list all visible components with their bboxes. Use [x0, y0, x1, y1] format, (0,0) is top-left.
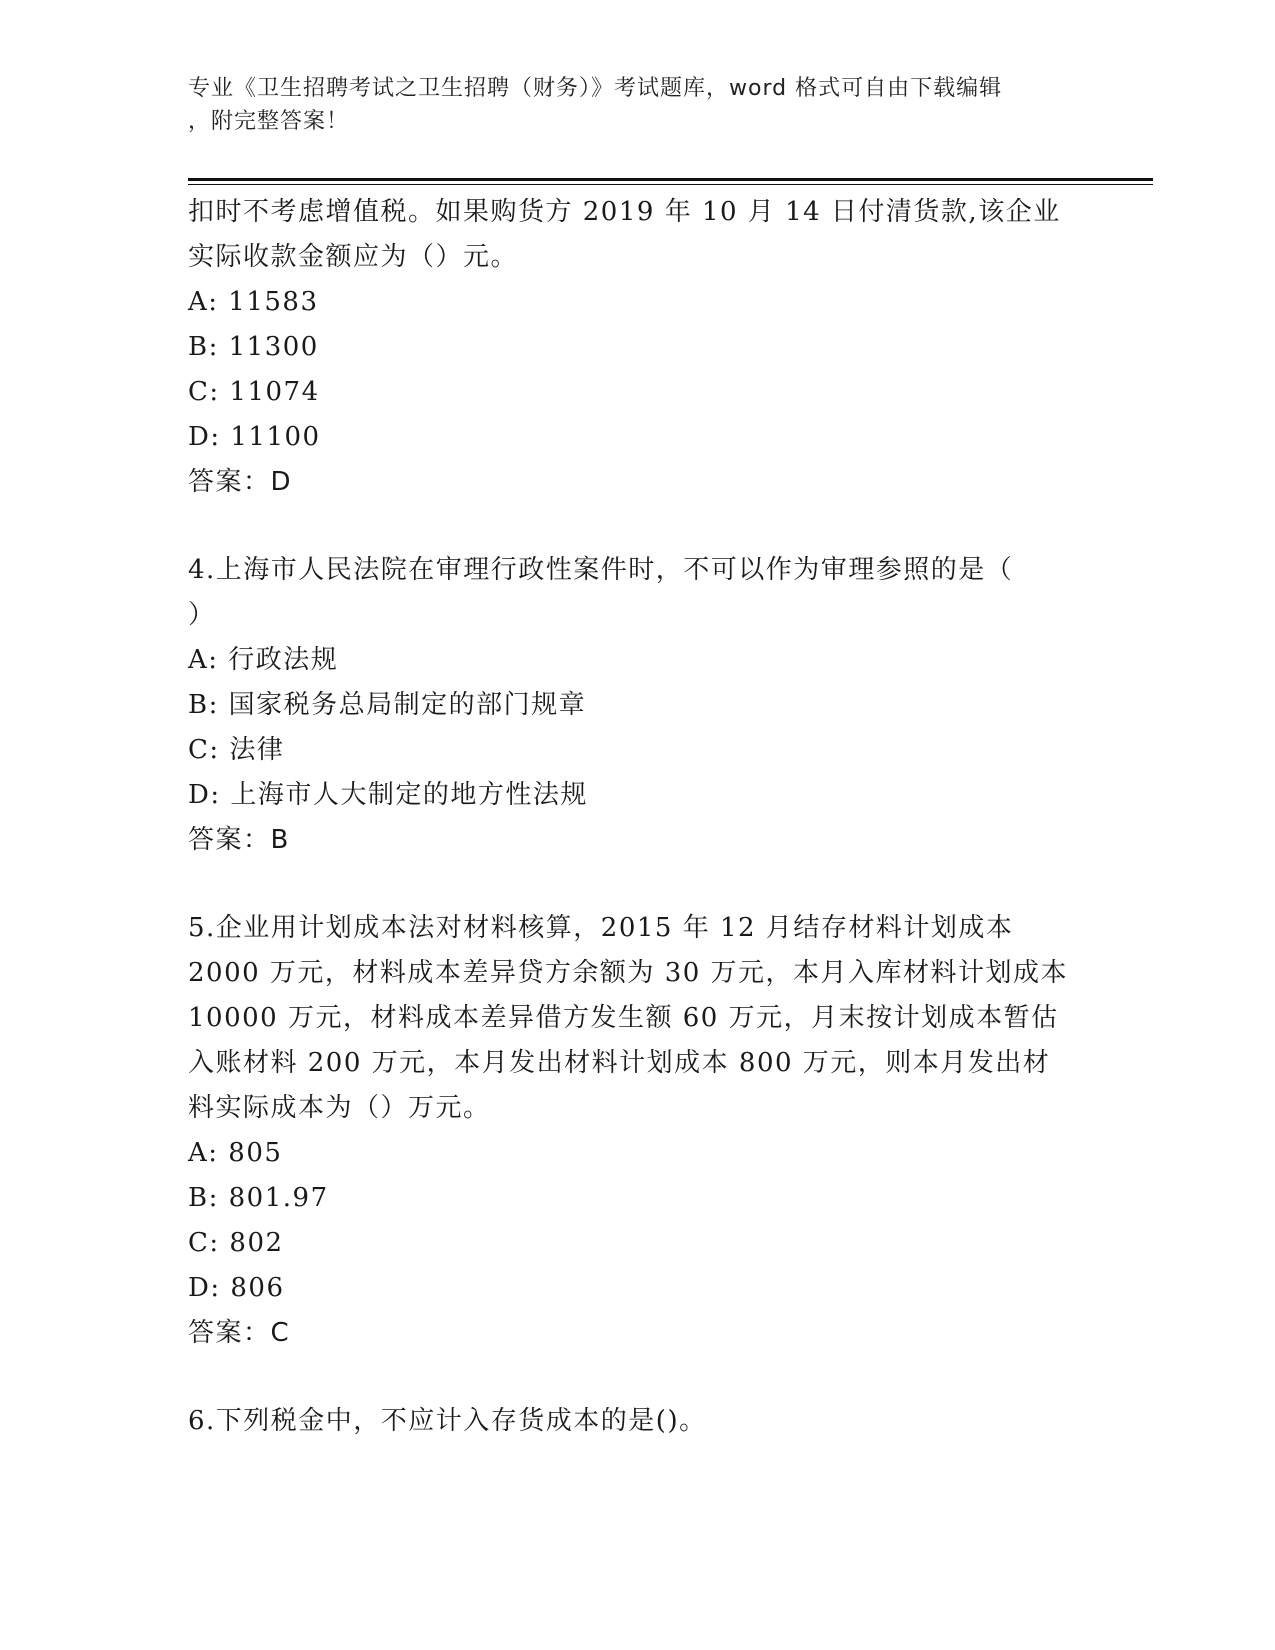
question-text: 扣时不考虑增值税。如果购货方 2019 年 10 月 14 日付清货款,该企业	[188, 197, 1061, 227]
document-header	[188, 72, 1088, 138]
header-divider-thick	[188, 178, 1153, 181]
answer: 答案：C	[188, 1318, 291, 1348]
question-text: 4.上海市人民法院在审理行政性案件时，不可以作为审理参照的是（	[188, 555, 1014, 585]
question-text: 2000 万元，材料成本差异贷方余额为 30 万元，本月入库材料计划成本	[188, 958, 1069, 988]
option-b: B: 801.97	[188, 1183, 329, 1213]
option-d: D: 806	[188, 1273, 285, 1303]
option-c: C: 法律	[188, 735, 285, 765]
question-text: 5.企业用计划成本法对材料核算，2015 年 12 月结存材料计划成本	[188, 913, 1014, 943]
option-a: A: 11583	[188, 287, 319, 317]
question-3	[188, 190, 1088, 505]
option-d: D: 上海市人大制定的地方性法规	[188, 780, 588, 810]
option-a: A: 805	[188, 1138, 283, 1168]
header-title-line2: ，附完整答案！	[188, 109, 350, 134]
question-text: 料实际成本为（）万元。	[188, 1093, 491, 1123]
question-text: 6.下列税金中，不应计入存货成本的是()。	[188, 1406, 707, 1436]
answer: 答案：D	[188, 467, 293, 497]
question-text: ）	[188, 600, 216, 630]
option-a: A: 行政法规	[188, 645, 339, 675]
header-divider-thin	[188, 184, 1153, 185]
answer: 答案：B	[188, 825, 290, 855]
question-text: 10000 万元，材料成本差异借方发生额 60 万元，月末按计划成本暂估	[188, 1003, 1059, 1033]
question-text: 实际收款金额应为（）元。	[188, 242, 519, 272]
option-c: C: 11074	[188, 377, 320, 407]
option-b: B: 11300	[188, 332, 319, 362]
question-6	[188, 1399, 1088, 1444]
question-4	[188, 548, 1088, 863]
header-title-line1: 专业《卫生招聘考试之卫生招聘（财务）》考试题库，word 格式可自由下载编辑	[188, 76, 1003, 101]
question-5	[188, 906, 1088, 1356]
question-content	[188, 190, 1088, 1444]
option-d: D: 11100	[188, 422, 321, 452]
question-text: 入账材料 200 万元，本月发出材料计划成本 800 万元，则本月发出材	[188, 1048, 1051, 1078]
option-b: B: 国家税务总局制定的部门规章	[188, 690, 587, 720]
option-c: C: 802	[188, 1228, 284, 1258]
